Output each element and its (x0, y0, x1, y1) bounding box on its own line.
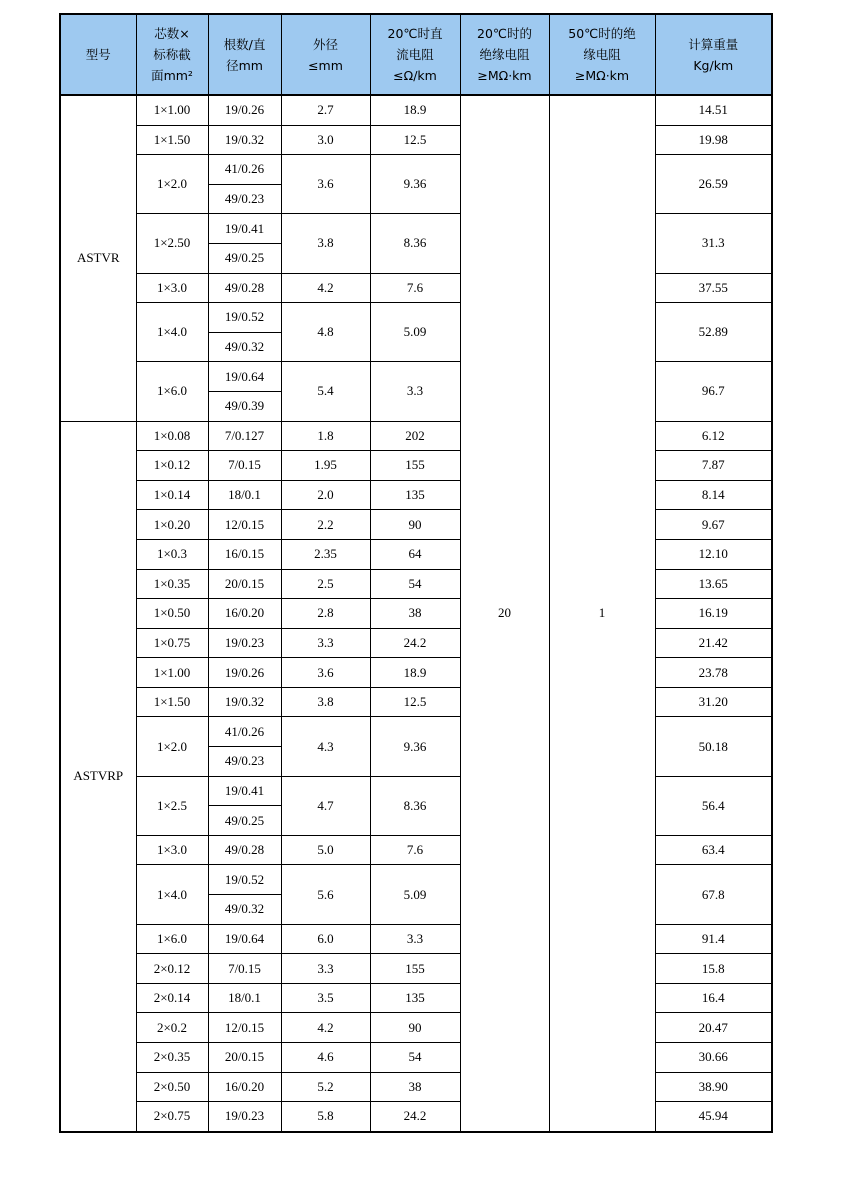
header-insulation-50c: 50℃时的绝 缘电阻 ≥MΩ·km (549, 14, 655, 95)
diameter-cell: 3.6 (281, 658, 370, 688)
table-row (60, 599, 772, 629)
model-cell: ASTVRP (60, 421, 136, 1132)
strand-cell: 16/0.20 (208, 599, 281, 629)
strand-cell: 19/0.41 (208, 776, 281, 806)
resistance-cell: 54 (370, 1043, 460, 1073)
strand-cell: 49/0.23 (208, 184, 281, 214)
diameter-cell: 4.3 (281, 717, 370, 776)
table-row (60, 983, 772, 1013)
strand-cell: 49/0.28 (208, 835, 281, 865)
table-row (60, 835, 772, 865)
size-cell: 1×6.0 (136, 924, 208, 954)
table-row (60, 717, 772, 747)
resistance-cell: 90 (370, 1013, 460, 1043)
table-row (60, 1043, 772, 1073)
size-cell: 1×2.0 (136, 717, 208, 776)
strand-cell: 49/0.23 (208, 747, 281, 777)
weight-cell: 31.3 (655, 214, 772, 273)
table-row (60, 510, 772, 540)
weight-cell: 9.67 (655, 510, 772, 540)
resistance-cell: 24.2 (370, 1102, 460, 1132)
size-cell: 2×0.35 (136, 1043, 208, 1073)
diameter-cell: 3.8 (281, 687, 370, 717)
size-cell: 1×4.0 (136, 303, 208, 362)
size-cell: 2×0.14 (136, 983, 208, 1013)
strand-cell: 19/0.41 (208, 214, 281, 244)
strand-cell: 12/0.15 (208, 510, 281, 540)
size-cell: 1×0.20 (136, 510, 208, 540)
resistance-cell: 8.36 (370, 214, 460, 273)
strand-cell: 12/0.15 (208, 1013, 281, 1043)
strand-cell: 19/0.23 (208, 628, 281, 658)
diameter-cell: 4.8 (281, 303, 370, 362)
strand-cell: 7/0.127 (208, 421, 281, 451)
diameter-cell: 5.4 (281, 362, 370, 421)
resistance-cell: 135 (370, 983, 460, 1013)
strand-cell: 49/0.25 (208, 243, 281, 273)
resistance-cell: 202 (370, 421, 460, 451)
diameter-cell: 6.0 (281, 924, 370, 954)
diameter-cell: 2.8 (281, 599, 370, 629)
diameter-cell: 5.8 (281, 1102, 370, 1132)
resistance-cell: 3.3 (370, 924, 460, 954)
table-row (60, 214, 772, 244)
resistance-cell: 5.09 (370, 865, 460, 924)
strand-cell: 19/0.26 (208, 95, 281, 125)
table-row (60, 569, 772, 599)
size-cell: 1×0.14 (136, 480, 208, 510)
size-cell: 1×3.0 (136, 835, 208, 865)
table-row (60, 1013, 772, 1043)
resistance-cell: 12.5 (370, 687, 460, 717)
table-row (60, 628, 772, 658)
strand-cell: 19/0.23 (208, 1102, 281, 1132)
resistance-cell: 5.09 (370, 303, 460, 362)
weight-cell: 7.87 (655, 451, 772, 481)
diameter-cell: 3.8 (281, 214, 370, 273)
weight-cell: 14.51 (655, 95, 772, 125)
resistance-cell: 24.2 (370, 628, 460, 658)
size-cell: 1×1.00 (136, 658, 208, 688)
resistance-cell: 38 (370, 599, 460, 629)
size-cell: 1×6.0 (136, 362, 208, 421)
diameter-cell: 5.0 (281, 835, 370, 865)
resistance-cell: 18.9 (370, 658, 460, 688)
size-cell: 1×1.50 (136, 687, 208, 717)
weight-cell: 91.4 (655, 924, 772, 954)
weight-cell: 50.18 (655, 717, 772, 776)
size-cell: 1×2.0 (136, 155, 208, 214)
diameter-cell: 1.8 (281, 421, 370, 451)
strand-cell: 49/0.25 (208, 806, 281, 836)
table-row (60, 95, 772, 125)
size-cell: 1×1.50 (136, 125, 208, 155)
diameter-cell: 2.5 (281, 569, 370, 599)
weight-cell: 16.4 (655, 983, 772, 1013)
weight-cell: 31.20 (655, 687, 772, 717)
resistance-cell: 3.3 (370, 362, 460, 421)
size-cell: 1×0.08 (136, 421, 208, 451)
size-cell: 1×0.35 (136, 569, 208, 599)
weight-cell: 30.66 (655, 1043, 772, 1073)
size-cell: 1×2.5 (136, 776, 208, 835)
weight-cell: 45.94 (655, 1102, 772, 1132)
weight-cell: 37.55 (655, 273, 772, 303)
weight-cell: 26.59 (655, 155, 772, 214)
size-cell: 1×0.75 (136, 628, 208, 658)
header-row (60, 14, 772, 95)
weight-cell: 13.65 (655, 569, 772, 599)
strand-cell: 7/0.15 (208, 451, 281, 481)
size-cell: 1×0.3 (136, 539, 208, 569)
strand-cell: 20/0.15 (208, 1043, 281, 1073)
table-row (60, 451, 772, 481)
size-cell: 1×0.50 (136, 599, 208, 629)
diameter-cell: 3.3 (281, 954, 370, 984)
weight-cell: 63.4 (655, 835, 772, 865)
size-cell: 1×0.12 (136, 451, 208, 481)
strand-cell: 49/0.39 (208, 391, 281, 421)
header-insulation-20c: 20℃时的 绝缘电阻 ≥MΩ·km (460, 14, 549, 95)
weight-cell: 96.7 (655, 362, 772, 421)
diameter-cell: 5.6 (281, 865, 370, 924)
weight-cell: 67.8 (655, 865, 772, 924)
resistance-cell: 155 (370, 451, 460, 481)
resistance-cell: 155 (370, 954, 460, 984)
strand-cell: 19/0.64 (208, 362, 281, 392)
table-row (60, 687, 772, 717)
strand-cell: 49/0.32 (208, 332, 281, 362)
strand-cell: 16/0.15 (208, 539, 281, 569)
strand-cell: 19/0.64 (208, 924, 281, 954)
strand-cell: 18/0.1 (208, 480, 281, 510)
diameter-cell: 4.2 (281, 273, 370, 303)
resistance-cell: 90 (370, 510, 460, 540)
cable-spec-table (59, 13, 773, 1133)
resistance-cell: 12.5 (370, 125, 460, 155)
size-cell: 1×1.00 (136, 95, 208, 125)
strand-cell: 18/0.1 (208, 983, 281, 1013)
table-row (60, 865, 772, 895)
weight-cell: 15.8 (655, 954, 772, 984)
weight-cell: 56.4 (655, 776, 772, 835)
strand-cell: 41/0.26 (208, 717, 281, 747)
strand-cell: 41/0.26 (208, 155, 281, 185)
weight-cell: 16.19 (655, 599, 772, 629)
weight-cell: 21.42 (655, 628, 772, 658)
size-cell: 1×2.50 (136, 214, 208, 273)
header-model: 型号 (60, 14, 136, 95)
diameter-cell: 3.0 (281, 125, 370, 155)
table-row (60, 658, 772, 688)
weight-cell: 19.98 (655, 125, 772, 155)
table-row (60, 954, 772, 984)
size-cell: 2×0.12 (136, 954, 208, 984)
weight-cell: 52.89 (655, 303, 772, 362)
resistance-cell: 54 (370, 569, 460, 599)
size-cell: 1×4.0 (136, 865, 208, 924)
size-cell: 1×3.0 (136, 273, 208, 303)
resistance-cell: 7.6 (370, 835, 460, 865)
model-cell: ASTVR (60, 95, 136, 421)
resistance-cell: 9.36 (370, 155, 460, 214)
header-diameter: 外径 ≤mm (281, 14, 370, 95)
table-row (60, 125, 772, 155)
size-cell: 2×0.50 (136, 1072, 208, 1102)
insulation-50c-cell: 1 (549, 95, 655, 1132)
weight-cell: 20.47 (655, 1013, 772, 1043)
resistance-cell: 135 (370, 480, 460, 510)
resistance-cell: 38 (370, 1072, 460, 1102)
table-row (60, 1102, 772, 1132)
strand-cell: 16/0.20 (208, 1072, 281, 1102)
weight-cell: 38.90 (655, 1072, 772, 1102)
weight-cell: 8.14 (655, 480, 772, 510)
strand-cell: 49/0.32 (208, 895, 281, 925)
insulation-20c-cell: 20 (460, 95, 549, 1132)
strand-cell: 7/0.15 (208, 954, 281, 984)
table-row (60, 539, 772, 569)
strand-cell: 19/0.52 (208, 303, 281, 333)
diameter-cell: 3.3 (281, 628, 370, 658)
header-strands: 根数/直 径mm (208, 14, 281, 95)
weight-cell: 12.10 (655, 539, 772, 569)
diameter-cell: 4.2 (281, 1013, 370, 1043)
resistance-cell: 7.6 (370, 273, 460, 303)
diameter-cell: 2.7 (281, 95, 370, 125)
resistance-cell: 9.36 (370, 717, 460, 776)
strand-cell: 49/0.28 (208, 273, 281, 303)
strand-cell: 19/0.32 (208, 687, 281, 717)
strand-cell: 19/0.52 (208, 865, 281, 895)
resistance-cell: 18.9 (370, 95, 460, 125)
table-row (60, 303, 772, 333)
resistance-cell: 8.36 (370, 776, 460, 835)
diameter-cell: 1.95 (281, 451, 370, 481)
strand-cell: 19/0.32 (208, 125, 281, 155)
diameter-cell: 2.0 (281, 480, 370, 510)
diameter-cell: 2.2 (281, 510, 370, 540)
table-row (60, 155, 772, 185)
resistance-cell: 64 (370, 539, 460, 569)
diameter-cell: 3.5 (281, 983, 370, 1013)
diameter-cell: 3.6 (281, 155, 370, 214)
table-row (60, 1072, 772, 1102)
size-cell: 2×0.2 (136, 1013, 208, 1043)
diameter-cell: 5.2 (281, 1072, 370, 1102)
header-weight: 计算重量 Kg/km (655, 14, 772, 95)
table-row (60, 273, 772, 303)
table-row (60, 776, 772, 806)
table-row (60, 362, 772, 392)
table-row (60, 480, 772, 510)
strand-cell: 19/0.26 (208, 658, 281, 688)
weight-cell: 6.12 (655, 421, 772, 451)
size-cell: 2×0.75 (136, 1102, 208, 1132)
weight-cell: 23.78 (655, 658, 772, 688)
table-row (60, 421, 772, 451)
strand-cell: 20/0.15 (208, 569, 281, 599)
diameter-cell: 4.7 (281, 776, 370, 835)
table-body (60, 95, 772, 1132)
diameter-cell: 2.35 (281, 539, 370, 569)
table-row (60, 924, 772, 954)
header-resistance: 20℃时直 流电阻 ≤Ω/km (370, 14, 460, 95)
diameter-cell: 4.6 (281, 1043, 370, 1073)
header-cores: 芯数× 标称截 面mm² (136, 14, 208, 95)
